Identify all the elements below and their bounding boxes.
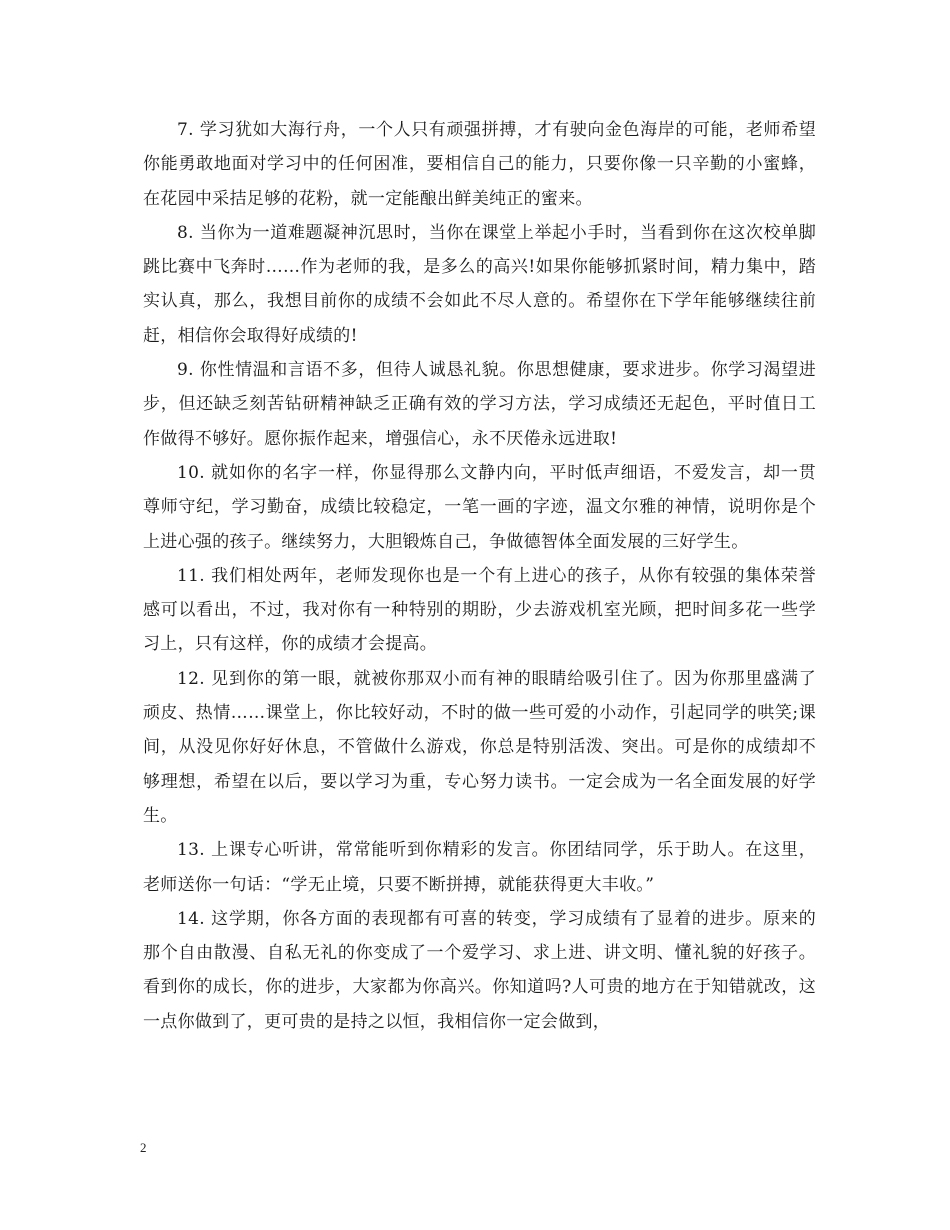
comment-paragraph-13: 13. 上课专心听讲，常常能听到你精彩的发言。你团结同学，乐于助人。在这里，老师送你一句话：“学无止境，只要不断拼搏，就能获得更大丰收。”: [143, 840, 816, 895]
comment-paragraph-11: 11. 我们相处两年，老师发现你也是一个有上进心的孩子，从你有较强的集体荣誉感可以看出，不过，我对你有一种特别的期盼，少去游戏机室光顾，把时间多花一些学习上，只有这样，你的成绩才会提高。: [143, 565, 816, 655]
comment-paragraph-9: 9. 你性情温和言语不多，但待人诚恳礼貌。你思想健康，要求进步。你学习渴望进步，但还缺乏刻苦钻研精神缺乏正确有效的学习方法，学习成绩还无起色，平时值日工作做得不够好。愿你振作起来，增强信心，永不厌倦永远进取!: [143, 360, 816, 449]
comment-paragraph-10: 10. 就如你的名字一样，你显得那么文静内向，平时低声细语，不爱发言，却一贯尊师守纪，学习勤奋，成绩比较稳定，一笔一画的字迹，温文尔雅的神情，说明你是个上进心强的孩子。继续努力，大胆锻炼自己，争做德智体全面发展的三好学生。: [143, 462, 816, 552]
comment-paragraph-12: 12. 见到你的第一眼，就被你那双小而有神的眼睛给吸引住了。因为你那里盛满了顽皮、热情……课堂上，你比较好动，不时的做一些可爱的小动作，引起同学的哄笑;课间，从没见你好好休息，不管做什么游戏，你总是特别活泼、突出。可是你的成绩却不够理想，希望在以后，要以学习为重，专心努力读书。一定会成为一名全面发展的好学生。: [143, 668, 816, 826]
comment-paragraph-7: 7. 学习犹如大海行舟，一个人只有顽强拼搏，才有驶向金色海岸的可能，老师希望你能勇敢地面对学习中的任何困准，要相信自己的能力，只要你像一只辛勤的小蜜蜂，在花园中采拮足够的花粉，就一定能酿出鲜美纯正的蜜来。: [143, 120, 816, 209]
comment-paragraph-8: 8. 当你为一道难题凝神沉思时，当你在课堂上举起小手时，当看到你在这次校单脚跳比赛中飞奔时……作为老师的我，是多么的高兴!如果你能够抓紧时间，精力集中，踏实认真，那么，我想目前你的成绩不会如此不尽人意的。希望你在下学年能够继续往前赶，相信你会取得好成绩的!: [143, 222, 816, 346]
page-number: 2: [140, 1140, 147, 1155]
comment-paragraph-14: 14. 这学期，你各方面的表现都有可喜的转变，学习成绩有了显着的进步。原来的那个自由散漫、自私无礼的你变成了一个爱学习、求上进、讲文明、懂礼貌的好孩子。看到你的成长，你的进步，大家都为你高兴。你知道吗?人可贵的地方在于知错就改，这一点你做到了，更可贵的是持之以恒，我相信你一定会做到，: [143, 908, 816, 1032]
document-body: [143, 113, 816, 1039]
